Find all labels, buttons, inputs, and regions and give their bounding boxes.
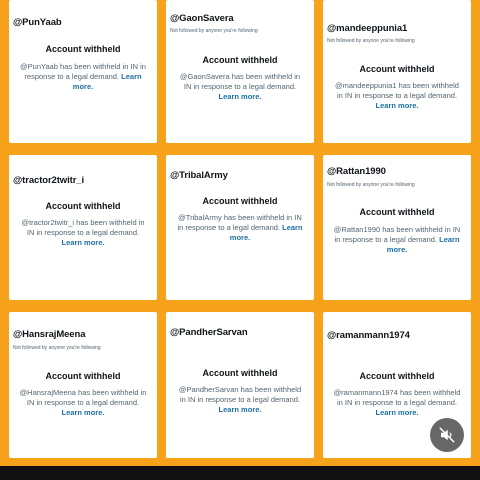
withheld-title: Account withheld: [45, 201, 121, 211]
withheld-message-text: @GaonSavera has been withheld in IN in response to a legal demand.: [179, 72, 301, 91]
withheld-message-text: @HansrajMeena has been withheld in IN in response to a legal demand.: [19, 388, 147, 407]
withheld-account-card[interactable]: [323, 155, 471, 300]
not-followed-notice: Not followed by anyone you're following: [13, 345, 101, 351]
withheld-account-card[interactable]: [9, 155, 157, 300]
account-handle[interactable]: @tractor2twitr_i: [13, 175, 85, 186]
withheld-account-card[interactable]: [323, 0, 471, 143]
withheld-title: Account withheld: [202, 196, 278, 206]
withheld-title: Account withheld: [359, 207, 435, 217]
withheld-account-card[interactable]: [166, 155, 314, 300]
withheld-title: Account withheld: [202, 55, 278, 65]
learn-more-link[interactable]: Learn more.: [375, 408, 419, 417]
account-handle[interactable]: @GaonSavera: [170, 13, 234, 24]
learn-more-link[interactable]: Learn more.: [218, 405, 262, 414]
withheld-message: [333, 388, 461, 418]
withheld-title: Account withheld: [45, 371, 121, 381]
learn-more-link[interactable]: Learn more.: [61, 238, 105, 247]
withheld-message-text: @PandherSarvan has been withheld in IN in response to a legal demand.: [178, 385, 302, 404]
learn-more-link[interactable]: Learn more.: [72, 72, 142, 91]
learn-more-link[interactable]: Learn more.: [61, 408, 105, 417]
withheld-account-card[interactable]: [9, 312, 157, 458]
bottom-bar: [0, 466, 480, 480]
not-followed-notice: Not followed by anyone you're following: [327, 182, 415, 188]
withheld-message: [19, 388, 147, 418]
withheld-title: Account withheld: [359, 371, 435, 381]
withheld-message-text: @PunYaab has been withheld in IN in response to a legal demand.: [20, 62, 146, 81]
withheld-message-text: @tractor2twitr_i has been withheld in IN in response to a legal demand.: [21, 218, 145, 237]
withheld-account-card[interactable]: [9, 0, 157, 143]
withheld-title: Account withheld: [45, 44, 121, 54]
withheld-message: [176, 72, 304, 102]
withheld-message-text: @ramanmann1974 has been withheld in IN in response to a legal demand.: [333, 388, 461, 407]
withheld-title: Account withheld: [359, 64, 435, 74]
withheld-message: [19, 62, 147, 92]
withheld-message: [176, 213, 304, 243]
account-handle[interactable]: @PandherSarvan: [170, 327, 248, 338]
withheld-message: [19, 218, 147, 248]
withheld-message: [176, 385, 304, 415]
withheld-message-text: @Rattan1990 has been withheld in IN in response to a legal demand.: [333, 225, 461, 244]
account-handle[interactable]: @TribalArmy: [170, 170, 228, 181]
withheld-title: Account withheld: [202, 368, 278, 378]
withheld-account-card[interactable]: [166, 312, 314, 458]
account-handle[interactable]: @HansrajMeena: [13, 329, 86, 340]
mute-button[interactable]: [430, 418, 464, 452]
speaker-muted-icon: [438, 426, 456, 444]
withheld-message-text: @mandeeppunia1 has been withheld in IN in response to a legal demand.: [335, 81, 459, 100]
learn-more-link[interactable]: Learn more.: [386, 235, 460, 254]
learn-more-link[interactable]: Learn more.: [229, 223, 303, 242]
not-followed-notice: Not followed by anyone you're following: [170, 28, 258, 34]
withheld-message: [333, 81, 461, 111]
withheld-message: [333, 225, 461, 255]
learn-more-link[interactable]: Learn more.: [375, 101, 419, 110]
account-handle[interactable]: @Rattan1990: [327, 166, 386, 177]
withheld-account-card[interactable]: [166, 0, 314, 143]
withheld-message-text: @TribalArmy has been withheld in IN in response to a legal demand.: [177, 213, 302, 232]
learn-more-link[interactable]: Learn more.: [218, 92, 262, 101]
not-followed-notice: Not followed by anyone you're following: [327, 38, 415, 44]
account-handle[interactable]: @mandeeppunia1: [327, 23, 408, 34]
account-handle[interactable]: @ramanmann1974: [327, 330, 410, 341]
account-handle[interactable]: @PunYaab: [13, 17, 62, 28]
